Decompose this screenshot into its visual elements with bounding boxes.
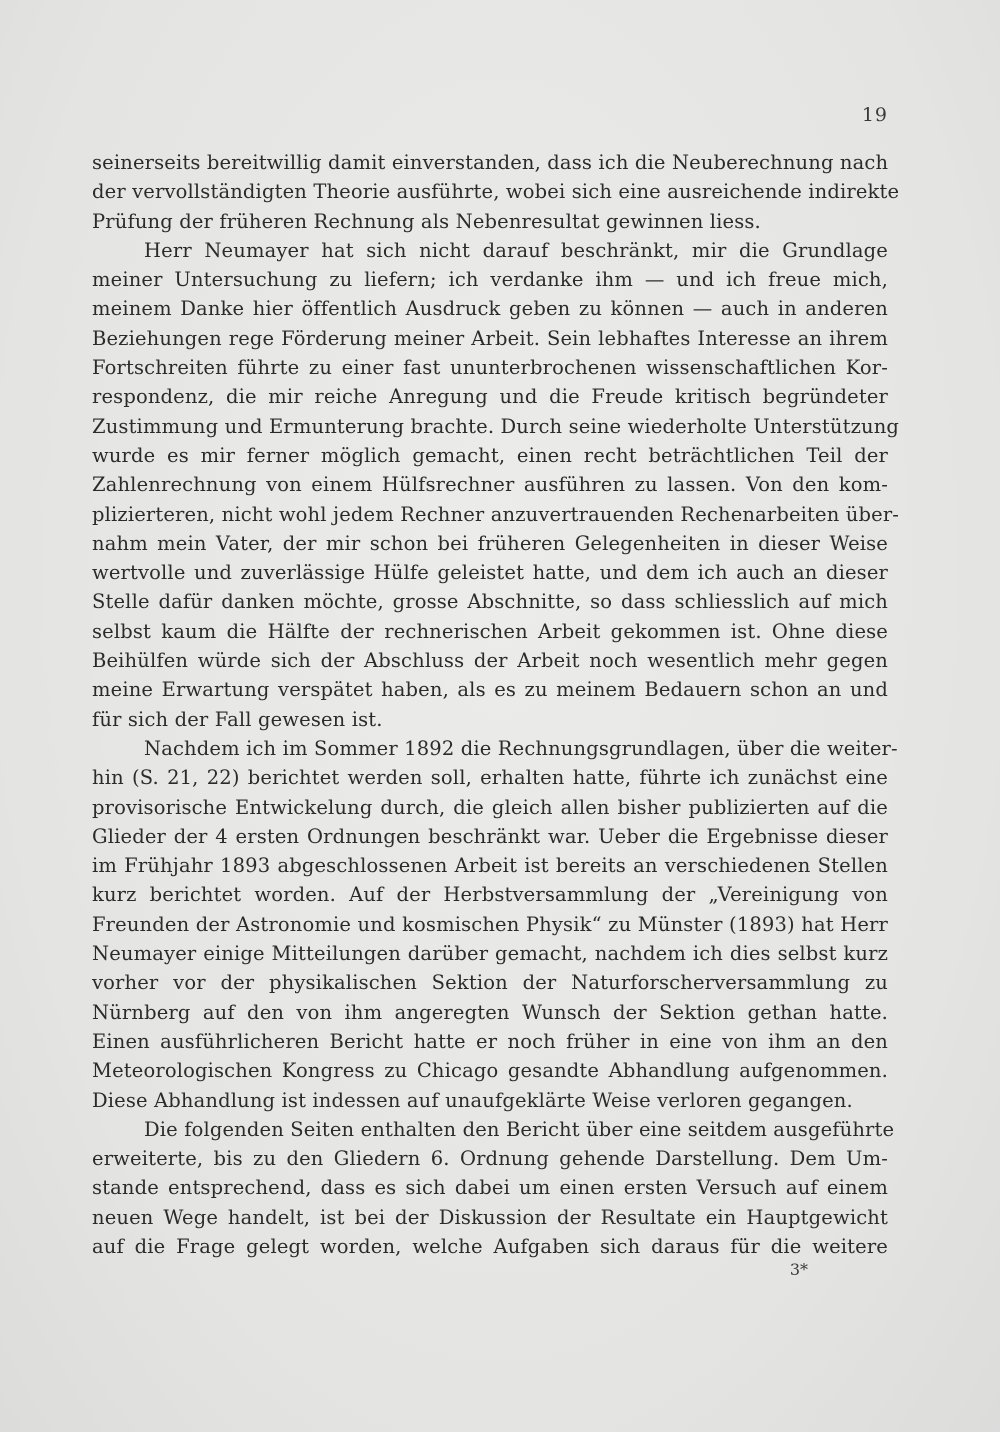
text-line: Nürnberg auf den von ihm angeregten Wunsch der Sektion gethan hatte. xyxy=(92,1000,888,1024)
text-line: für sich der Fall gewesen ist. xyxy=(92,707,383,731)
text-line: Prüfung der früheren Rechnung als Nebenresultat gewinnen liess. xyxy=(92,209,761,233)
text-line: meinem Danke hier öffentlich Ausdruck geben zu können — auch in anderen xyxy=(92,297,888,321)
text-line: nahm mein Vater, der mir schon bei früheren Gelegenheiten in dieser Weise xyxy=(92,531,888,555)
page-number: 19 xyxy=(861,104,888,126)
signature-mark: 3* xyxy=(789,1260,808,1279)
text-line: Herr Neumayer hat sich nicht darauf beschränkt, mir die Grundlage xyxy=(144,238,888,262)
text-line: Freunden der Astronomie und kosmischen Physik“ zu Münster (1893) hat Herr xyxy=(92,912,888,936)
text-line: im Frühjahr 1893 abgeschlossenen Arbeit ist bereits an verschiedenen Stellen xyxy=(92,854,888,878)
text-line: Zahlenrechnung von einem Hülfsrechner ausführen zu lassen. Von den kom- xyxy=(92,473,888,497)
text-line: respondenz, die mir reiche Anregung und die Freude kritisch begründeter xyxy=(92,385,888,409)
text-line: selbst kaum die Hälfte der rechnerischen Arbeit gekommen ist. Ohne diese xyxy=(92,619,888,643)
text-line: Einen ausführlicheren Bericht hatte er noch früher in eine von ihm an den xyxy=(92,1029,888,1053)
text-line: Nachdem ich im Sommer 1892 die Rechnungsgrundlagen, über die weiter- xyxy=(144,736,898,760)
text-line: Stelle dafür danken möchte, grosse Abschnitte, so dass schliesslich auf mich xyxy=(92,590,888,614)
text-line: Zustimmung und Ermunterung brachte. Durch seine wiederholte Unterstützung xyxy=(92,414,900,438)
text-line: Beziehungen rege Förderung meiner Arbeit. Sein lebhaftes Interesse an ihrem xyxy=(92,326,888,350)
text-line: wurde es mir ferner möglich gemacht, einen recht beträchtlichen Teil der xyxy=(92,443,888,467)
text-line: plizierteren, nicht wohl jedem Rechner anzuvertrauenden Rechenarbeiten über- xyxy=(92,502,900,526)
text-line: seinerseits bereitwillig damit einverstanden, dass ich die Neuberechnung nach xyxy=(92,151,889,174)
text-line: erweiterte, bis zu den Gliedern 6. Ordnung gehende Darstellung. Dem Um- xyxy=(92,1147,888,1171)
text-line: neuen Wege handelt, ist bei der Diskussion der Resultate ein Hauptgewicht xyxy=(92,1205,888,1229)
text-line: Fortschreiten führte zu einer fast ununterbrochenen wissenschaftlichen Kor- xyxy=(92,356,888,380)
text-line: Neumayer einige Mitteilungen darüber gemacht, nachdem ich dies selbst kurz xyxy=(92,942,888,966)
text-line: der vervollständigten Theorie ausführte, wobei sich eine ausreichende indirekte xyxy=(92,180,900,204)
text-line: kurz berichtet worden. Auf der Herbstversammlung der „Vereinigung von xyxy=(92,883,888,907)
text-line: wertvolle und zuverlässige Hülfe geleistet hatte, und dem ich auch an dieser xyxy=(92,561,888,585)
text-line: meiner Untersuchung zu liefern; ich verdanke ihm — und ich freue mich, xyxy=(92,268,888,292)
text-line: hin (S. 21, 22) berichtet werden soll, erhalten hatte, führte ich zunächst eine xyxy=(92,766,888,790)
text-line: Meteorologischen Kongress zu Chicago gesandte Abhandlung aufgenommen. xyxy=(92,1059,888,1083)
text-line: Diese Abhandlung ist indessen auf unaufgeklärte Weise verloren gegangen. xyxy=(92,1088,853,1112)
body-text xyxy=(92,148,900,1261)
text-line: meine Erwartung verspätet haben, als es zu meinem Bedauern schon an und xyxy=(92,678,888,702)
text-line: Glieder der 4 ersten Ordnungen beschränkt war. Ueber die Ergebnisse dieser xyxy=(92,824,888,848)
text-line: auf die Frage gelegt worden, welche Aufgaben sich daraus für die weitere xyxy=(92,1234,888,1258)
text-line: vorher vor der physikalischen Sektion der Naturforscherversammlung zu xyxy=(92,971,888,995)
text-line: Die folgenden Seiten enthalten den Bericht über eine seitdem ausgeführte xyxy=(144,1117,895,1141)
text-line: stande entsprechend, dass es sich dabei um einen ersten Versuch auf einem xyxy=(92,1176,888,1200)
text-line: Beihülfen würde sich der Abschluss der Arbeit noch wesentlich mehr gegen xyxy=(92,649,888,673)
text-line: provisorische Entwickelung durch, die gleich allen bisher publizierten auf die xyxy=(92,795,888,819)
